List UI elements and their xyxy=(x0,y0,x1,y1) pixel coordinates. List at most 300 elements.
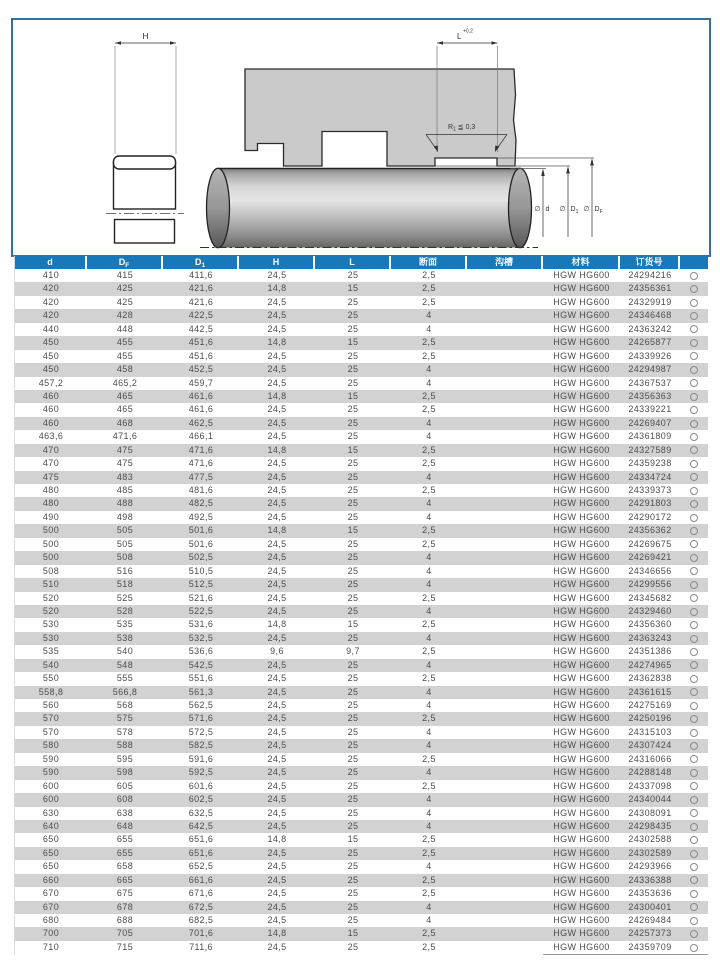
cell-d: 508 xyxy=(42,565,60,576)
cell-marker xyxy=(680,766,708,779)
cell-groove xyxy=(467,323,543,336)
cell-section: 4 xyxy=(426,498,432,509)
column-header-section xyxy=(391,256,467,269)
cell-df: 655 xyxy=(116,847,134,858)
cell-df: 595 xyxy=(116,753,134,764)
cell-d: 457,2 xyxy=(38,377,64,388)
cell-l: 25 xyxy=(347,820,359,831)
cell-marker xyxy=(680,363,708,376)
table-row xyxy=(15,887,708,900)
cell-df: 675 xyxy=(116,888,134,899)
cell-section: 2,5 xyxy=(422,270,436,280)
size-table xyxy=(14,256,708,954)
cell-d1: 711,6 xyxy=(189,941,213,952)
technical-drawing xyxy=(0,0,720,256)
column-header-d1 xyxy=(163,256,239,269)
cell-d: 540 xyxy=(42,659,60,670)
cell-groove xyxy=(467,282,543,295)
cell-d: 580 xyxy=(42,740,60,751)
cell-section: 2,5 xyxy=(422,444,436,455)
shaft xyxy=(200,168,541,247)
column-header-label: 断面 xyxy=(418,257,437,267)
cell-d1: 461,6 xyxy=(188,404,214,415)
cell-order-no: 24316066 xyxy=(628,753,672,764)
cell-l: 25 xyxy=(347,888,359,899)
cell-d: 710 xyxy=(42,941,60,952)
column-header-l xyxy=(315,256,391,269)
circle-outline-icon xyxy=(690,581,698,589)
cell-marker xyxy=(680,726,708,739)
circle-outline-icon xyxy=(690,621,698,629)
cell-d1: 652,5 xyxy=(188,861,214,872)
cell-material: HGW HG600 xyxy=(553,525,610,536)
cell-groove xyxy=(467,350,543,363)
cell-df: 588 xyxy=(116,740,134,751)
cell-d: 640 xyxy=(42,820,60,831)
cell-h: 24,5 xyxy=(267,350,287,361)
cell-section: 2,5 xyxy=(422,337,436,348)
cell-material: HGW HG600 xyxy=(553,390,610,401)
cell-h: 14,8 xyxy=(267,525,287,536)
dia-symbol-d1: ∅ xyxy=(559,206,566,213)
circle-outline-icon xyxy=(690,325,698,333)
cell-h: 24,5 xyxy=(267,364,287,375)
cell-groove xyxy=(467,497,543,510)
cell-d: 410 xyxy=(42,270,60,280)
cell-df: 548 xyxy=(116,659,134,670)
cell-groove xyxy=(467,833,543,846)
cell-df: 608 xyxy=(116,794,134,805)
cell-d: 475 xyxy=(42,471,60,482)
cell-l: 25 xyxy=(347,874,359,885)
cell-d: 510 xyxy=(42,579,60,590)
l-dimension-label: L xyxy=(457,32,462,41)
table-row xyxy=(15,686,708,699)
table-row xyxy=(15,578,708,591)
table-row xyxy=(15,820,708,833)
table-row xyxy=(15,914,708,927)
cell-d: 450 xyxy=(42,350,60,361)
cell-h: 24,5 xyxy=(267,538,287,549)
cell-order-no: 24346468 xyxy=(628,310,672,321)
cell-groove xyxy=(467,887,543,900)
table-row xyxy=(15,350,708,363)
table-row xyxy=(15,296,708,309)
cell-order-no: 24363243 xyxy=(628,632,672,643)
cell-h: 24,5 xyxy=(267,605,287,616)
cell-marker xyxy=(680,659,708,672)
cell-order-no: 24269421 xyxy=(628,552,672,563)
cell-material: HGW HG600 xyxy=(553,915,610,925)
cell-section: 4 xyxy=(426,511,432,522)
cell-l: 25 xyxy=(347,404,359,415)
cell-order-no: 24356363 xyxy=(628,390,672,401)
cell-d: 520 xyxy=(42,592,60,603)
r1-label: $R_1$ ≦ 0,3 xyxy=(448,124,476,133)
cell-l: 25 xyxy=(347,659,359,670)
cell-h: 14,8 xyxy=(267,834,287,845)
cell-df: 465,2 xyxy=(112,377,138,388)
table-body xyxy=(15,269,708,954)
cell-d1: 561,3 xyxy=(188,686,214,697)
cell-marker xyxy=(680,941,708,954)
cell-groove xyxy=(467,941,543,954)
cell-material: HGW HG600 xyxy=(553,417,610,428)
cell-material: HGW HG600 xyxy=(553,552,610,563)
column-header-d xyxy=(15,256,87,269)
cell-df: 483 xyxy=(116,471,134,482)
cell-d1: 421,6 xyxy=(188,283,214,294)
cell-d: 500 xyxy=(42,525,60,536)
dim-arrow-right xyxy=(170,41,176,45)
column-header-material xyxy=(543,256,620,269)
cell-groove xyxy=(467,377,543,390)
cell-l: 25 xyxy=(347,364,359,375)
cell-l: 25 xyxy=(347,941,359,952)
cell-l: 25 xyxy=(347,538,359,549)
cell-material: HGW HG600 xyxy=(553,847,610,858)
cell-h: 24,5 xyxy=(267,323,287,334)
cell-h: 24,5 xyxy=(267,565,287,576)
cell-section: 2,5 xyxy=(422,390,436,401)
cell-marker xyxy=(680,645,708,658)
table-row xyxy=(15,632,708,645)
cell-df: 535 xyxy=(116,619,134,630)
cell-l: 25 xyxy=(347,552,359,563)
cell-section: 4 xyxy=(426,700,432,710)
cell-groove xyxy=(467,672,543,685)
cell-h: 24,5 xyxy=(267,404,287,415)
table-row xyxy=(15,860,708,873)
table-row xyxy=(15,847,708,860)
cell-l: 25 xyxy=(347,780,359,791)
circle-outline-icon xyxy=(690,635,698,643)
cell-material: HGW HG600 xyxy=(553,928,610,939)
cell-h: 24,5 xyxy=(267,431,287,442)
cell-l: 25 xyxy=(347,807,359,818)
cell-order-no: 24294216 xyxy=(628,270,672,280)
cell-l: 25 xyxy=(347,310,359,321)
cell-order-no: 24327589 xyxy=(628,444,672,455)
cell-marker xyxy=(680,511,708,524)
cell-material: HGW HG600 xyxy=(553,888,610,899)
cell-l: 25 xyxy=(347,296,359,307)
cell-d: 590 xyxy=(42,767,60,778)
table-row xyxy=(15,551,708,564)
cell-order-no: 24329460 xyxy=(628,605,672,616)
cell-groove xyxy=(467,659,543,672)
cell-groove xyxy=(467,444,543,457)
cell-d1: 421,6 xyxy=(188,296,214,307)
column-header-marker xyxy=(680,256,708,269)
cell-df: 505 xyxy=(116,538,134,549)
cell-material: HGW HG600 xyxy=(553,511,610,522)
cell-section: 4 xyxy=(426,686,432,697)
cell-groove xyxy=(467,618,543,631)
cell-order-no: 24339221 xyxy=(628,404,672,415)
cell-df: 605 xyxy=(116,780,134,791)
circle-outline-icon xyxy=(690,661,698,669)
circle-outline-icon xyxy=(690,393,698,401)
cell-d: 450 xyxy=(42,337,60,348)
cell-material: HGW HG600 xyxy=(553,632,610,643)
circle-outline-icon xyxy=(690,312,698,320)
cell-order-no: 24294987 xyxy=(628,364,672,375)
cell-df: 518 xyxy=(116,579,134,590)
cell-l: 25 xyxy=(347,753,359,764)
cell-h: 24,5 xyxy=(267,485,287,495)
table-row xyxy=(15,417,708,430)
circle-outline-icon xyxy=(690,285,698,293)
cell-df: 465 xyxy=(116,404,134,415)
cell-marker xyxy=(680,497,708,510)
cell-section: 4 xyxy=(426,632,432,643)
cell-order-no: 24340044 xyxy=(628,794,672,805)
cell-d1: 651,6 xyxy=(188,847,214,858)
cell-h: 24,5 xyxy=(267,740,287,751)
cell-h: 24,5 xyxy=(267,700,287,710)
cell-d: 500 xyxy=(42,552,60,563)
circle-outline-icon xyxy=(690,473,698,481)
circle-outline-icon xyxy=(690,339,698,347)
cell-marker xyxy=(680,807,708,820)
cell-d: 600 xyxy=(42,780,60,791)
cell-h: 24,5 xyxy=(267,941,287,952)
circle-outline-icon xyxy=(690,782,698,790)
cell-d: 420 xyxy=(42,283,60,294)
cell-l: 25 xyxy=(347,485,359,495)
cell-section: 2,5 xyxy=(422,592,436,603)
cell-d: 450 xyxy=(42,364,60,375)
cell-section: 2,5 xyxy=(422,847,436,858)
cell-material: HGW HG600 xyxy=(553,296,610,307)
cell-section: 2,5 xyxy=(422,485,436,495)
cell-order-no: 24359709 xyxy=(628,941,672,952)
cell-h: 24,5 xyxy=(267,861,287,872)
cell-material: HGW HG600 xyxy=(553,337,610,348)
cell-l: 25 xyxy=(347,700,359,710)
cell-material: HGW HG600 xyxy=(553,350,610,361)
cell-marker xyxy=(680,350,708,363)
circle-outline-icon xyxy=(690,836,698,844)
cell-df: 638 xyxy=(116,807,134,818)
cell-l: 15 xyxy=(347,337,359,348)
table-row xyxy=(15,901,708,914)
cell-d1: 551,6 xyxy=(188,673,214,684)
cell-d: 440 xyxy=(42,323,60,334)
cell-marker xyxy=(680,444,708,457)
cell-l: 25 xyxy=(347,565,359,576)
cell-h: 24,5 xyxy=(267,901,287,912)
table-row xyxy=(15,793,708,806)
cell-d1: 471,6 xyxy=(188,444,214,455)
cell-order-no: 24299556 xyxy=(628,579,672,590)
cell-d1: 461,6 xyxy=(188,390,214,401)
cell-d1: 481,6 xyxy=(188,485,214,495)
cell-df: 485 xyxy=(116,485,134,495)
cell-d1: 542,5 xyxy=(188,659,214,670)
cell-order-no: 24345682 xyxy=(628,592,672,603)
cell-order-no: 24353636 xyxy=(628,888,672,899)
cell-df: 578 xyxy=(116,726,134,737)
cell-l: 9,7 xyxy=(346,646,360,657)
cell-l: 25 xyxy=(347,377,359,388)
cell-d1: 442,5 xyxy=(188,323,214,334)
cell-groove xyxy=(467,592,543,605)
cell-material: HGW HG600 xyxy=(553,485,610,495)
cell-section: 2,5 xyxy=(422,834,436,845)
cell-df: 658 xyxy=(116,861,134,872)
cell-section: 2,5 xyxy=(422,646,436,657)
cell-marker xyxy=(680,309,708,322)
table-header xyxy=(15,256,708,269)
cell-section: 4 xyxy=(426,740,432,751)
table-row xyxy=(15,659,708,672)
cell-df: 475 xyxy=(116,444,134,455)
cell-d: 560 xyxy=(42,700,60,710)
cell-d: 460 xyxy=(42,417,60,428)
cell-d: 680 xyxy=(42,915,60,925)
cell-marker xyxy=(680,430,708,443)
circle-outline-icon xyxy=(690,420,698,428)
circle-outline-icon xyxy=(690,608,698,616)
table-row xyxy=(15,430,708,443)
cell-section: 4 xyxy=(426,471,432,482)
cell-d: 460 xyxy=(42,404,60,415)
cell-section: 2,5 xyxy=(422,404,436,415)
table-row xyxy=(15,833,708,846)
cell-material: HGW HG600 xyxy=(553,498,610,509)
table-row xyxy=(15,780,708,793)
cell-material: HGW HG600 xyxy=(553,834,610,845)
cell-d1: 591,6 xyxy=(188,753,214,764)
circle-outline-icon xyxy=(690,594,698,602)
cell-order-no: 24275169 xyxy=(628,700,672,710)
cell-groove xyxy=(467,565,543,578)
cell-h: 24,5 xyxy=(267,417,287,428)
column-header-label: D xyxy=(118,257,126,267)
cell-l: 25 xyxy=(347,605,359,616)
cell-material: HGW HG600 xyxy=(553,377,610,388)
cell-material: HGW HG600 xyxy=(553,700,610,710)
circle-outline-icon xyxy=(690,446,698,454)
cell-material: HGW HG600 xyxy=(553,444,610,455)
circle-outline-icon xyxy=(690,809,698,817)
column-header-subscript: F xyxy=(125,262,130,269)
cell-df: 471,6 xyxy=(112,431,138,442)
cell-l: 25 xyxy=(347,740,359,751)
cell-order-no: 24356360 xyxy=(628,619,672,630)
cell-groove xyxy=(467,753,543,766)
cell-groove xyxy=(467,457,543,470)
circle-outline-icon xyxy=(690,890,698,898)
cell-material: HGW HG600 xyxy=(553,283,610,294)
cell-h: 24,5 xyxy=(267,874,287,885)
cell-l: 25 xyxy=(347,592,359,603)
cell-d1: 501,6 xyxy=(188,538,214,549)
cell-d: 590 xyxy=(42,753,60,764)
h-dimension-label: H xyxy=(142,31,149,41)
cell-section: 2,5 xyxy=(422,941,436,952)
cell-order-no: 24361615 xyxy=(628,686,672,697)
cell-groove xyxy=(467,712,543,725)
table-row xyxy=(15,766,708,779)
cell-order-no: 24308091 xyxy=(628,807,672,818)
cell-d1: 411,6 xyxy=(189,270,213,280)
cell-d1: 562,5 xyxy=(188,700,214,710)
cell-d1: 671,6 xyxy=(188,888,214,899)
cell-order-no: 24339373 xyxy=(628,485,672,495)
cell-d1: 661,6 xyxy=(188,874,214,885)
cell-material: HGW HG600 xyxy=(553,323,610,334)
table-row xyxy=(15,672,708,685)
cell-marker xyxy=(680,618,708,631)
cell-df: 655 xyxy=(116,834,134,845)
cell-section: 2,5 xyxy=(422,538,436,549)
table-row xyxy=(15,726,708,739)
cell-l: 15 xyxy=(347,619,359,630)
cell-groove xyxy=(467,605,543,618)
cell-order-no: 24346656 xyxy=(628,565,672,576)
cell-d1: 642,5 xyxy=(188,820,214,831)
cell-df: 455 xyxy=(116,350,134,361)
table-row xyxy=(15,605,708,618)
cell-section: 4 xyxy=(426,364,432,375)
cell-section: 4 xyxy=(426,377,432,388)
cell-l: 25 xyxy=(347,471,359,482)
cell-marker xyxy=(680,820,708,833)
cell-groove xyxy=(467,739,543,752)
cell-order-no: 24307424 xyxy=(628,740,672,751)
cell-marker xyxy=(680,471,708,484)
cell-d1: 466,1 xyxy=(188,431,214,442)
table-row xyxy=(15,363,708,376)
cell-order-no: 24362838 xyxy=(628,673,672,684)
cell-df: 425 xyxy=(116,283,134,294)
table-row xyxy=(15,712,708,725)
cell-d: 490 xyxy=(42,511,60,522)
cell-material: HGW HG600 xyxy=(553,565,610,576)
cell-h: 24,5 xyxy=(267,659,287,670)
cell-section: 2,5 xyxy=(422,296,436,307)
cell-material: HGW HG600 xyxy=(553,364,610,375)
circle-outline-icon xyxy=(690,755,698,763)
circle-outline-icon xyxy=(690,554,698,562)
cell-order-no: 24334724 xyxy=(628,471,672,482)
cell-h: 24,5 xyxy=(267,673,287,684)
cell-d: 480 xyxy=(42,485,60,495)
dia-df-label: $D_F$ xyxy=(594,206,603,215)
cell-order-no: 24359238 xyxy=(628,458,672,469)
cell-df: 648 xyxy=(116,820,134,831)
circle-outline-icon xyxy=(690,688,698,696)
cell-d1: 632,5 xyxy=(188,807,214,818)
cell-marker xyxy=(680,377,708,390)
cell-groove xyxy=(467,524,543,537)
cell-df: 566,8 xyxy=(112,686,138,697)
cell-material: HGW HG600 xyxy=(553,820,610,831)
cell-marker xyxy=(680,605,708,618)
table-row xyxy=(15,565,708,578)
cell-d1: 532,5 xyxy=(188,632,214,643)
cell-l: 25 xyxy=(347,270,359,280)
cell-d: 535 xyxy=(42,646,60,657)
table-row xyxy=(15,484,708,497)
dia-d1-label: $D_1$ xyxy=(570,206,579,215)
table-row xyxy=(15,592,708,605)
cell-df: 540 xyxy=(116,646,134,657)
cell-d: 650 xyxy=(42,834,60,845)
